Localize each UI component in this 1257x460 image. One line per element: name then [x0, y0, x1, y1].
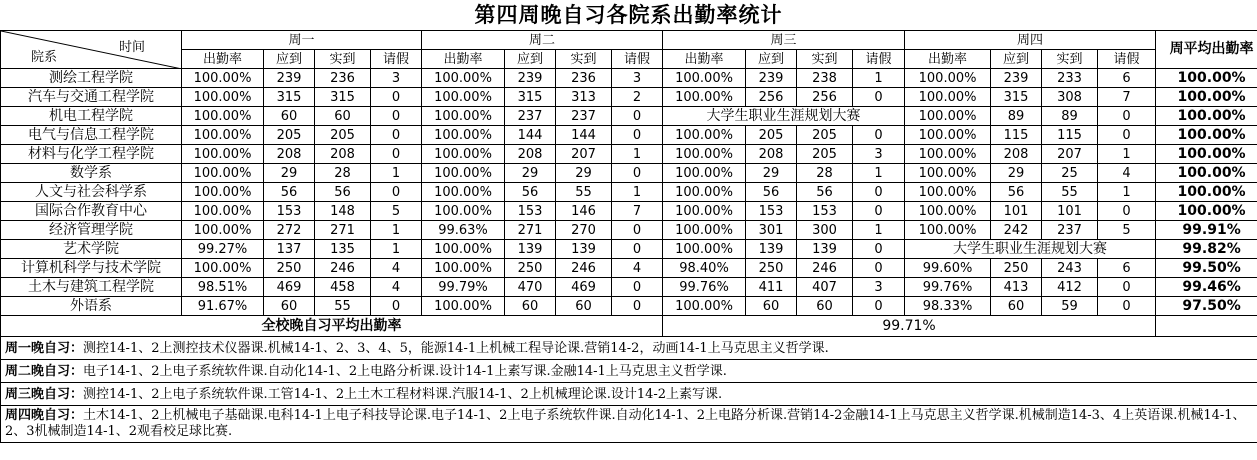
present-cell: 233 — [1042, 69, 1098, 88]
leave-cell: 4 — [371, 278, 422, 297]
expected-cell: 239 — [505, 69, 556, 88]
rate-cell: 100.00% — [422, 240, 505, 259]
present-cell: 60 — [315, 107, 371, 126]
expected-cell: 205 — [264, 126, 315, 145]
expected-cell: 60 — [991, 297, 1042, 316]
note-thursday — [1, 406, 1257, 443]
weekly-average-cell: 100.00% — [1156, 183, 1257, 202]
school-average-value: 99.71% — [663, 316, 1156, 337]
leave-cell: 0 — [371, 88, 422, 107]
leave-cell: 0 — [853, 240, 905, 259]
table-row — [1, 164, 1257, 183]
expected-cell: 315 — [264, 88, 315, 107]
day-header-wed: 周三 — [663, 31, 905, 50]
dept-header-label: 院系 — [31, 50, 58, 65]
expected-cell: 60 — [264, 107, 315, 126]
expected-cell: 29 — [505, 164, 556, 183]
leave-cell: 0 — [612, 297, 663, 316]
weekly-average-cell: 99.91% — [1156, 221, 1257, 240]
subcol-header: 应到 — [264, 50, 315, 69]
note-label: 周四晚自习： — [5, 408, 84, 423]
table-row — [1, 107, 1257, 126]
present-cell: 458 — [315, 278, 371, 297]
note-wednesday — [1, 383, 1257, 406]
expected-cell: 469 — [264, 278, 315, 297]
present-cell: 412 — [1042, 278, 1098, 297]
dept-name: 国际合作教育中心 — [1, 202, 182, 221]
rate-cell: 91.67% — [182, 297, 264, 316]
table-row — [1, 278, 1257, 297]
event-note-cell: 大学生职业生涯规划大赛 — [663, 107, 905, 126]
present-cell: 56 — [315, 183, 371, 202]
present-cell: 55 — [315, 297, 371, 316]
present-cell: 271 — [315, 221, 371, 240]
expected-cell: 315 — [505, 88, 556, 107]
leave-cell: 3 — [853, 145, 905, 164]
event-note-cell: 大学生职业生涯规划大赛 — [905, 240, 1156, 259]
present-cell: 205 — [797, 126, 853, 145]
expected-cell: 470 — [505, 278, 556, 297]
rate-cell: 100.00% — [422, 202, 505, 221]
weekly-average-cell: 99.50% — [1156, 259, 1257, 278]
expected-cell: 60 — [264, 297, 315, 316]
dept-name: 汽车与交通工程学院 — [1, 88, 182, 107]
expected-cell: 115 — [991, 126, 1042, 145]
leave-cell: 6 — [1098, 259, 1156, 278]
table-row — [1, 202, 1257, 221]
present-cell: 101 — [1042, 202, 1098, 221]
rate-cell: 100.00% — [182, 145, 264, 164]
day-header-mon: 周一 — [182, 31, 422, 50]
leave-cell: 3 — [371, 69, 422, 88]
weekly-average-cell: 100.00% — [1156, 88, 1257, 107]
leave-cell: 0 — [1098, 278, 1156, 297]
rate-cell: 100.00% — [663, 145, 746, 164]
attendance-table — [0, 30, 1257, 443]
weekly-average-cell: 99.46% — [1156, 278, 1257, 297]
rate-cell: 100.00% — [182, 107, 264, 126]
leave-cell: 1 — [1098, 183, 1156, 202]
leave-cell: 0 — [371, 107, 422, 126]
leave-cell: 0 — [371, 145, 422, 164]
subcol-header: 请假 — [1098, 50, 1156, 69]
rate-cell: 100.00% — [182, 221, 264, 240]
present-cell: 55 — [1042, 183, 1098, 202]
table-row — [1, 126, 1257, 145]
leave-cell: 0 — [853, 183, 905, 202]
leave-cell: 0 — [853, 88, 905, 107]
leave-cell: 2 — [612, 88, 663, 107]
rate-cell: 100.00% — [422, 183, 505, 202]
table-row — [1, 297, 1257, 316]
subcol-header: 请假 — [371, 50, 422, 69]
subcol-header: 出勤率 — [663, 50, 746, 69]
leave-cell: 0 — [853, 202, 905, 221]
present-cell: 115 — [1042, 126, 1098, 145]
weekly-average-cell: 100.00% — [1156, 69, 1257, 88]
rate-cell: 100.00% — [182, 202, 264, 221]
leave-cell: 0 — [612, 240, 663, 259]
weekly-average-header: 周平均出勤率 — [1156, 31, 1257, 69]
expected-cell: 60 — [746, 297, 797, 316]
subcol-header: 请假 — [853, 50, 905, 69]
present-cell: 89 — [1042, 107, 1098, 126]
rate-cell: 100.00% — [182, 69, 264, 88]
rate-cell: 100.00% — [663, 164, 746, 183]
expected-cell: 153 — [264, 202, 315, 221]
leave-cell: 0 — [371, 297, 422, 316]
rate-cell: 100.00% — [182, 164, 264, 183]
expected-cell: 242 — [991, 221, 1042, 240]
rate-cell: 99.63% — [422, 221, 505, 240]
expected-cell: 144 — [505, 126, 556, 145]
diagonal-divider — [1, 31, 182, 69]
expected-cell: 237 — [505, 107, 556, 126]
rate-cell: 100.00% — [905, 164, 991, 183]
expected-cell: 139 — [505, 240, 556, 259]
rate-cell: 100.00% — [422, 69, 505, 88]
subcol-header: 应到 — [505, 50, 556, 69]
rate-cell: 100.00% — [422, 145, 505, 164]
rate-cell: 99.76% — [905, 278, 991, 297]
dept-name: 人文与社会科学系 — [1, 183, 182, 202]
present-cell: 205 — [315, 126, 371, 145]
rate-cell: 99.27% — [182, 240, 264, 259]
present-cell: 59 — [1042, 297, 1098, 316]
weekly-average-cell: 99.82% — [1156, 240, 1257, 259]
table-row — [1, 221, 1257, 240]
present-cell: 207 — [556, 145, 612, 164]
rate-cell: 99.60% — [905, 259, 991, 278]
present-cell: 407 — [797, 278, 853, 297]
leave-cell: 5 — [1098, 221, 1156, 240]
subcol-header: 应到 — [746, 50, 797, 69]
note-monday — [1, 337, 1257, 360]
rate-cell: 100.00% — [422, 297, 505, 316]
rate-cell: 100.00% — [663, 202, 746, 221]
leave-cell: 3 — [853, 278, 905, 297]
rate-cell: 100.00% — [905, 107, 991, 126]
present-cell: 236 — [315, 69, 371, 88]
present-cell: 146 — [556, 202, 612, 221]
school-average-label: 全校晚自习平均出勤率 — [1, 316, 663, 337]
present-cell: 25 — [1042, 164, 1098, 183]
dept-name: 土木与建筑工程学院 — [1, 278, 182, 297]
table-row — [1, 183, 1257, 202]
weekly-average-cell: 100.00% — [1156, 164, 1257, 183]
rate-cell: 100.00% — [663, 69, 746, 88]
expected-cell: 137 — [264, 240, 315, 259]
weekly-average-cell: 97.50% — [1156, 297, 1257, 316]
dept-name: 经济管理学院 — [1, 221, 182, 240]
leave-cell: 0 — [853, 297, 905, 316]
expected-cell: 301 — [746, 221, 797, 240]
expected-cell: 29 — [746, 164, 797, 183]
rate-cell: 100.00% — [182, 126, 264, 145]
table-row — [1, 259, 1257, 278]
dept-name: 材料与化学工程学院 — [1, 145, 182, 164]
leave-cell: 1 — [853, 164, 905, 183]
present-cell: 28 — [797, 164, 853, 183]
leave-cell: 1 — [371, 221, 422, 240]
present-cell: 246 — [797, 259, 853, 278]
present-cell: 236 — [556, 69, 612, 88]
expected-cell: 250 — [505, 259, 556, 278]
leave-cell: 1 — [371, 240, 422, 259]
rate-cell: 100.00% — [422, 107, 505, 126]
subcol-header: 出勤率 — [182, 50, 264, 69]
dept-name: 数学系 — [1, 164, 182, 183]
present-cell: 246 — [315, 259, 371, 278]
present-cell: 29 — [556, 164, 612, 183]
rate-cell: 100.00% — [905, 183, 991, 202]
leave-cell: 0 — [612, 164, 663, 183]
leave-cell: 1 — [853, 221, 905, 240]
corner-header-cell — [1, 31, 182, 69]
present-cell: 56 — [797, 183, 853, 202]
expected-cell: 205 — [746, 126, 797, 145]
rate-cell: 99.79% — [422, 278, 505, 297]
leave-cell: 4 — [612, 259, 663, 278]
present-cell: 256 — [797, 88, 853, 107]
leave-cell: 6 — [1098, 69, 1156, 88]
present-cell: 135 — [315, 240, 371, 259]
expected-cell: 208 — [264, 145, 315, 164]
expected-cell: 250 — [264, 259, 315, 278]
expected-cell: 413 — [991, 278, 1042, 297]
note-label: 周三晚自习： — [5, 386, 84, 402]
leave-cell: 5 — [371, 202, 422, 221]
expected-cell: 153 — [505, 202, 556, 221]
table-row — [1, 69, 1257, 88]
subcol-header: 出勤率 — [422, 50, 505, 69]
present-cell: 148 — [315, 202, 371, 221]
expected-cell: 56 — [264, 183, 315, 202]
present-cell: 208 — [315, 145, 371, 164]
time-header-label: 时间 — [119, 40, 146, 55]
expected-cell: 239 — [264, 69, 315, 88]
leave-cell: 1 — [371, 164, 422, 183]
rate-cell: 100.00% — [182, 88, 264, 107]
note-text: 测控14-1、2上测控技术仪器课.机械14-1、2、3、4、5，能源14-1上机械工程导论课.营销14-2，动画14-1上马克思主义哲学课. — [83, 340, 829, 356]
present-cell: 139 — [797, 240, 853, 259]
rate-cell: 100.00% — [663, 126, 746, 145]
expected-cell: 153 — [746, 202, 797, 221]
leave-cell: 4 — [371, 259, 422, 278]
present-cell: 300 — [797, 221, 853, 240]
subcol-header: 实到 — [556, 50, 612, 69]
dept-name: 测绘工程学院 — [1, 69, 182, 88]
rate-cell: 100.00% — [905, 69, 991, 88]
rate-cell: 100.00% — [663, 88, 746, 107]
rate-cell: 99.76% — [663, 278, 746, 297]
present-cell: 205 — [797, 145, 853, 164]
expected-cell: 208 — [991, 145, 1042, 164]
dept-name: 外语系 — [1, 297, 182, 316]
present-cell: 28 — [315, 164, 371, 183]
table-row — [1, 145, 1257, 164]
day-header-tue: 周二 — [422, 31, 663, 50]
leave-cell: 1 — [612, 145, 663, 164]
leave-cell: 0 — [371, 126, 422, 145]
present-cell: 315 — [315, 88, 371, 107]
leave-cell: 7 — [612, 202, 663, 221]
present-cell: 207 — [1042, 145, 1098, 164]
leave-cell: 1 — [612, 183, 663, 202]
leave-cell: 0 — [1098, 202, 1156, 221]
rate-cell: 98.51% — [182, 278, 264, 297]
expected-cell: 271 — [505, 221, 556, 240]
leave-cell: 0 — [853, 259, 905, 278]
expected-cell: 56 — [746, 183, 797, 202]
present-cell: 144 — [556, 126, 612, 145]
subcol-header: 出勤率 — [905, 50, 991, 69]
expected-cell: 89 — [991, 107, 1042, 126]
subcol-header: 实到 — [797, 50, 853, 69]
leave-cell: 0 — [612, 126, 663, 145]
weekly-average-cell: 100.00% — [1156, 126, 1257, 145]
rate-cell: 100.00% — [663, 240, 746, 259]
present-cell: 243 — [1042, 259, 1098, 278]
leave-cell: 0 — [612, 278, 663, 297]
note-text: 土木14-1、2上机械电子基础课.电科14-1上电子科技导论课.电子14-1、2上电子系统软件课.自动化14-1、2上电路分析课.营销14-2金融14-1上马克思主义哲学课.机械制造14-3、4上英语课.机械14-1、2、3机械制造14-1、2观看校足球比赛. — [5, 408, 1246, 439]
weekly-average-cell: 100.00% — [1156, 145, 1257, 164]
present-cell: 308 — [1042, 88, 1098, 107]
rate-cell: 100.00% — [905, 126, 991, 145]
present-cell: 139 — [556, 240, 612, 259]
rate-cell: 100.00% — [182, 259, 264, 278]
leave-cell: 0 — [612, 221, 663, 240]
weekly-average-cell: 100.00% — [1156, 107, 1257, 126]
rate-cell: 100.00% — [905, 221, 991, 240]
note-label: 周二晚自习： — [5, 363, 84, 379]
expected-cell: 239 — [991, 69, 1042, 88]
school-average-blank — [1156, 316, 1257, 337]
expected-cell: 239 — [746, 69, 797, 88]
present-cell: 237 — [556, 107, 612, 126]
rate-cell: 100.00% — [422, 259, 505, 278]
rate-cell: 100.00% — [663, 221, 746, 240]
rate-cell: 100.00% — [422, 126, 505, 145]
present-cell: 153 — [797, 202, 853, 221]
present-cell: 60 — [556, 297, 612, 316]
present-cell: 469 — [556, 278, 612, 297]
leave-cell: 0 — [1098, 297, 1156, 316]
dept-name: 艺术学院 — [1, 240, 182, 259]
subcol-header: 应到 — [991, 50, 1042, 69]
leave-cell: 0 — [1098, 126, 1156, 145]
expected-cell: 272 — [264, 221, 315, 240]
expected-cell: 101 — [991, 202, 1042, 221]
table-row — [1, 240, 1257, 259]
rate-cell: 100.00% — [905, 88, 991, 107]
expected-cell: 29 — [991, 164, 1042, 183]
expected-cell: 411 — [746, 278, 797, 297]
leave-cell: 1 — [853, 69, 905, 88]
weekly-average-cell: 100.00% — [1156, 202, 1257, 221]
dept-name: 机电工程学院 — [1, 107, 182, 126]
expected-cell: 250 — [746, 259, 797, 278]
note-text: 测控14-1、2上电子系统软件课.工管14-1、2上土木工程材料课.汽服14-1、2上机械理论课.设计14-2上素写课. — [83, 386, 723, 402]
rate-cell: 100.00% — [182, 183, 264, 202]
present-cell: 270 — [556, 221, 612, 240]
leave-cell: 3 — [612, 69, 663, 88]
rate-cell: 98.33% — [905, 297, 991, 316]
expected-cell: 56 — [505, 183, 556, 202]
present-cell: 246 — [556, 259, 612, 278]
rate-cell: 100.00% — [663, 183, 746, 202]
note-label: 周一晚自习： — [5, 340, 84, 356]
leave-cell: 4 — [1098, 164, 1156, 183]
expected-cell: 315 — [991, 88, 1042, 107]
present-cell: 238 — [797, 69, 853, 88]
rate-cell: 100.00% — [905, 202, 991, 221]
expected-cell: 256 — [746, 88, 797, 107]
present-cell: 237 — [1042, 221, 1098, 240]
subcol-header: 请假 — [612, 50, 663, 69]
note-tuesday — [1, 360, 1257, 383]
day-header-thu: 周四 — [905, 31, 1156, 50]
leave-cell: 0 — [612, 107, 663, 126]
page-title: 第四周晚自习各院系出勤率统计 — [474, 2, 783, 27]
expected-cell: 208 — [505, 145, 556, 164]
expected-cell: 56 — [991, 183, 1042, 202]
rate-cell: 100.00% — [905, 145, 991, 164]
leave-cell: 0 — [371, 183, 422, 202]
leave-cell: 7 — [1098, 88, 1156, 107]
subcol-header: 实到 — [1042, 50, 1098, 69]
dept-name: 计算机科学与技术学院 — [1, 259, 182, 278]
expected-cell: 250 — [991, 259, 1042, 278]
dept-name: 电气与信息工程学院 — [1, 126, 182, 145]
rate-cell: 100.00% — [663, 297, 746, 316]
expected-cell: 60 — [505, 297, 556, 316]
present-cell: 60 — [797, 297, 853, 316]
present-cell: 313 — [556, 88, 612, 107]
rate-cell: 100.00% — [422, 88, 505, 107]
leave-cell: 0 — [1098, 107, 1156, 126]
leave-cell: 1 — [1098, 145, 1156, 164]
leave-cell: 0 — [853, 126, 905, 145]
table-row — [1, 88, 1257, 107]
expected-cell: 208 — [746, 145, 797, 164]
present-cell: 55 — [556, 183, 612, 202]
rate-cell: 100.00% — [422, 164, 505, 183]
note-text: 电子14-1、2上电子系统软件课.自动化14-1、2上电路分析课.设计14-1上素写课.金融14-1上马克思主义哲学课. — [83, 363, 727, 379]
expected-cell: 139 — [746, 240, 797, 259]
expected-cell: 29 — [264, 164, 315, 183]
rate-cell: 98.40% — [663, 259, 746, 278]
subcol-header: 实到 — [315, 50, 371, 69]
